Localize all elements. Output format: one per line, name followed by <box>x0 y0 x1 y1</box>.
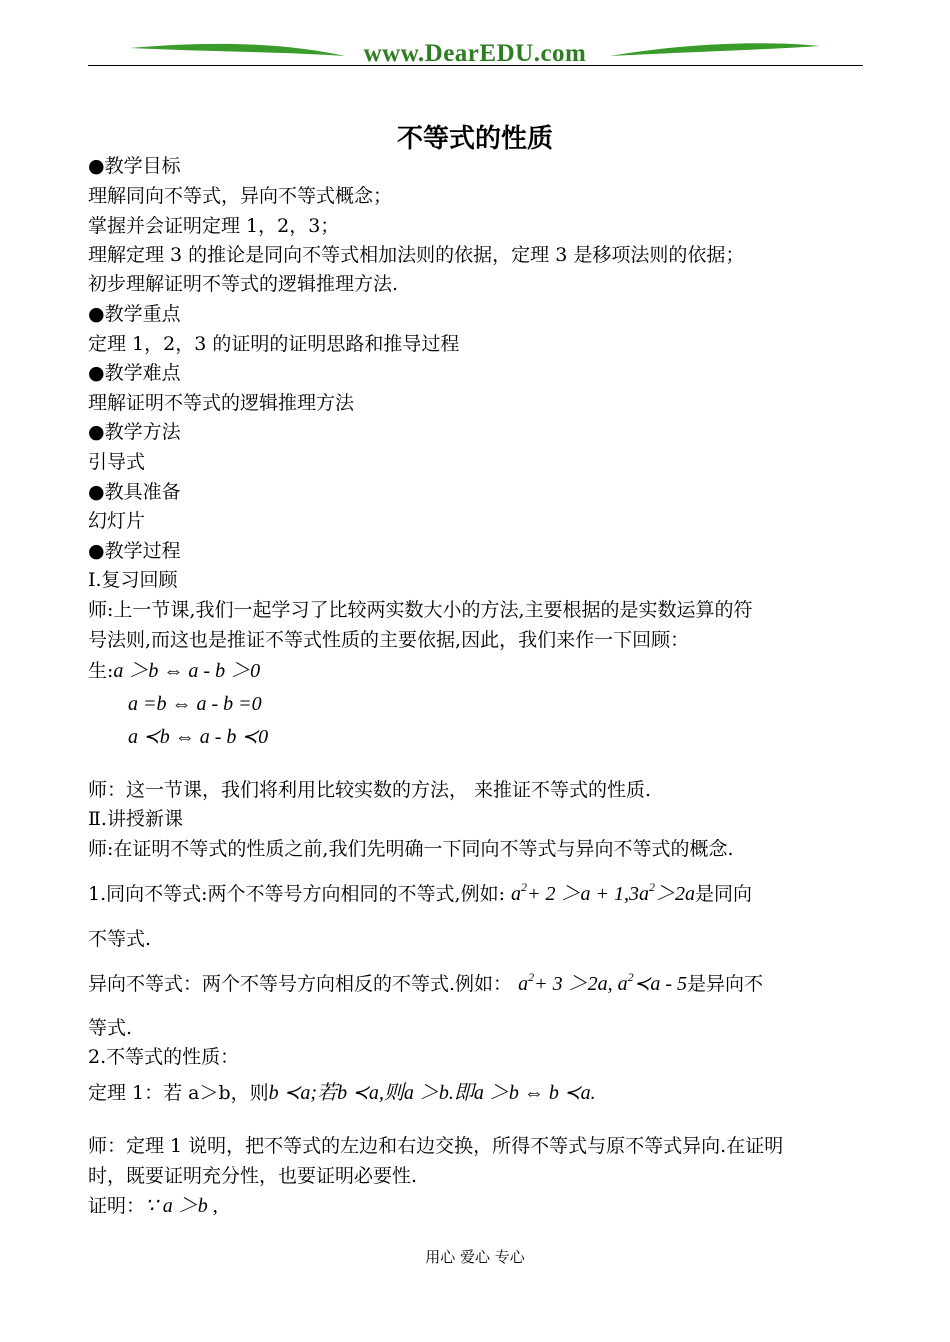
paragraph: 理解同向不等式，异向不等式概念； <box>88 185 393 207</box>
paragraph: 等式. <box>88 1017 133 1039</box>
paragraph: 时，既要证明充分性，也要证明必要性. <box>88 1165 418 1187</box>
paragraph: 号法则,而这也是推证不等式性质的主要依据,因此，我们来作一下回顾： <box>88 629 690 651</box>
formula-line <box>128 690 262 718</box>
paragraph-text: 是同向 <box>695 883 753 905</box>
theorem-line <box>88 1079 596 1107</box>
proof-line <box>88 1192 218 1220</box>
paragraph: 定理 1，2，3 的证明的证明思路和推导过程 <box>88 333 460 355</box>
paragraph: 理解证明不等式的逻辑推理方法 <box>88 392 355 414</box>
paragraph: 引导式 <box>88 451 146 473</box>
formula-part: + 2 ＞a + 1,3a <box>527 883 650 905</box>
paragraph: 2.不等式的性质： <box>88 1046 240 1068</box>
formula <box>518 970 688 995</box>
speaker-label: 生: <box>88 660 114 682</box>
formula: b ≺a;若b ≺a,则a ＞b.即a ＞b ⇔ b ≺a. <box>268 1082 596 1104</box>
paragraph: 师：定理 1 说明，把不等式的左边和右边交换，所得不等式与原不等式异向.在证明 <box>88 1135 784 1157</box>
formula-superscript: 2 <box>521 880 528 894</box>
formula <box>511 880 696 905</box>
formula-part: a <box>511 883 522 905</box>
formula-part: a <box>518 973 529 995</box>
paragraph-with-formula <box>88 963 763 998</box>
subsection-heading: Ⅱ.讲授新课 <box>88 808 183 830</box>
section-heading: ●教具准备 <box>88 481 181 503</box>
page-header <box>0 0 950 80</box>
paragraph: 不等式. <box>88 928 152 950</box>
theorem-text: 定理 1：若 a＞b，则 <box>88 1082 269 1104</box>
section-heading: ●教学重点 <box>88 303 181 325</box>
formula-part: + 3 ＞2a, a <box>534 973 628 995</box>
paragraph: 师:在证明不等式的性质之前,我们先明确一下同向不等式与异向不等式的概念. <box>88 838 734 860</box>
formula: a =b ⇔ a - b =0 <box>128 693 262 715</box>
site-logo-text: www.DearEDU.com <box>363 40 587 67</box>
section-heading: ●教学过程 <box>88 540 181 562</box>
paragraph: 掌握并会证明定理 1，2，3； <box>88 215 340 237</box>
paragraph: 理解定理 3 的推论是同向不等式相加法则的依据，定理 3 是移项法则的依据； <box>88 244 745 266</box>
paragraph: 初步理解证明不等式的逻辑推理方法. <box>88 273 399 295</box>
paragraph: 幻灯片 <box>88 510 146 532</box>
formula-superscript: 2 <box>528 970 535 984</box>
paragraph-text: 是异向不 <box>687 973 764 995</box>
formula-line <box>128 723 268 751</box>
paragraph: 师：这一节课，我们将利用比较实数的方法， 来推证不等式的性质. <box>88 779 652 801</box>
formula-part: ＞2a <box>655 883 696 905</box>
formula: a ≺b ⇔ a - b ≺0 <box>128 726 269 748</box>
paragraph-text: 异向不等式：两个不等号方向相反的不等式.例如： <box>88 973 513 995</box>
header-divider <box>88 65 863 66</box>
paragraph-with-formula <box>88 873 752 908</box>
formula-part: ≺a - 5 <box>633 973 688 995</box>
formula-superscript: 2 <box>627 970 634 984</box>
section-heading: ●教学方法 <box>88 421 181 443</box>
document-title: 不等式的性质 <box>396 124 553 154</box>
proof-label: 证明： <box>88 1195 146 1217</box>
section-heading: ●教学难点 <box>88 362 181 384</box>
formula: a ＞b ⇔ a - b ＞0 <box>113 660 261 682</box>
subsection-heading: Ⅰ.复习回顾 <box>88 569 178 591</box>
formula-line <box>88 657 260 685</box>
page-footer: 用心 爱心 专心 <box>425 1248 525 1266</box>
formula: ∵ a ＞b , <box>145 1195 218 1217</box>
paragraph-text: 1.同向不等式:两个不等号方向相同的不等式,例如: <box>88 883 505 905</box>
formula-superscript: 2 <box>649 880 656 894</box>
section-heading: ●教学目标 <box>88 155 181 177</box>
paragraph: 师:上一节课,我们一起学习了比较两实数大小的方法,主要根据的是实数运算的符 <box>88 599 753 621</box>
